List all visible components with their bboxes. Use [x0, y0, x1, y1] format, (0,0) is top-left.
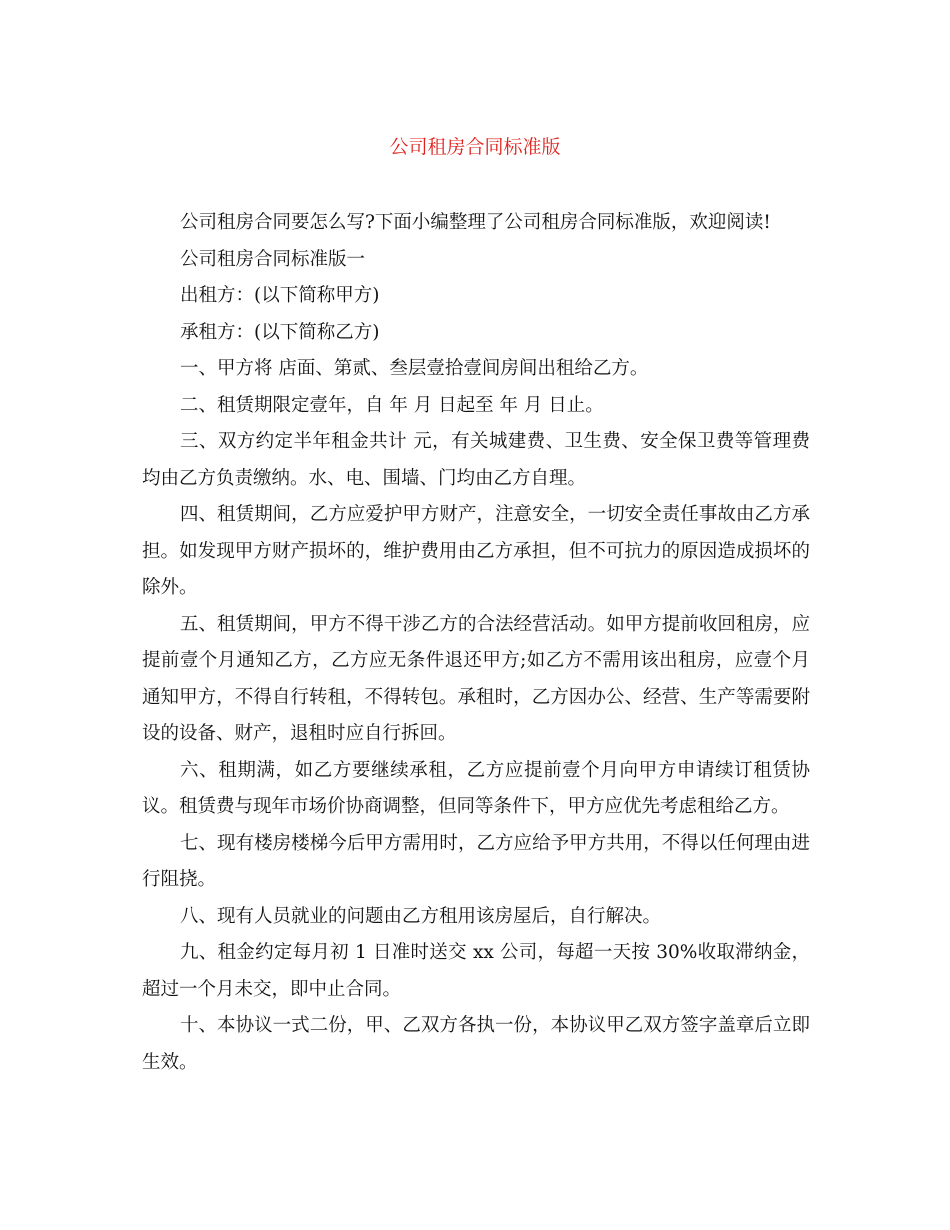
clause-9: 九、租金约定每月初 1 日准时送交 xx 公司，每超一天按 30%收取滞纳金，超过一个月未交，即中止合同。 [142, 942, 810, 1000]
document-title: 公司租房合同标准版 [389, 136, 561, 158]
clause-4: 四、租赁期间，乙方应爱护甲方财产，注意安全，一切安全责任事故由乙方承担。如发现甲方财产损坏的，维护费用由乙方承担，但不可抗力的原因造成损坏的除外。 [142, 504, 810, 598]
clause-6: 六、租期满，如乙方要继续承租，乙方应提前壹个月向甲方申请续订租赁协议。租赁费与现年市场价协商调整，但同等条件下，甲方应优先考虑租给乙方。 [142, 759, 810, 817]
clause-10: 十、本协议一式二份，甲、乙双方各执一份，本协议甲乙双方签字盖章后立即生效。 [142, 1015, 810, 1073]
lessor-line: 出租方：(以下简称甲方) [180, 285, 380, 306]
intro-paragraph: 公司租房合同要怎么写?下面小编整理了公司租房合同标准版，欢迎阅读! [180, 212, 771, 233]
clause-2: 二、租赁期限定壹年，自 年 月 日起至 年 月 日止。 [180, 394, 604, 416]
clause-5: 五、租赁期间，甲方不得干涉乙方的合法经营活动。如甲方提前收回租房，应提前壹个月通知乙方，乙方应无条件退还甲方;如乙方不需用该出租房，应壹个月通知甲方，不得自行转租，不得转包。承租时，乙方因办公、经营、生产等需要附设的设备、财产，退租时应自行拆回。 [142, 613, 810, 744]
clause-1: 一、甲方将 店面、第贰、叁层壹拾壹间房间出租给乙方。 [180, 358, 649, 379]
clause-3: 三、双方约定半年租金共计 元，有关城建费、卫生费、安全保卫费等管理费均由乙方负责缴纳。水、电、围墙、门均由乙方自理。 [142, 431, 810, 489]
lessee-line: 承租方：(以下简称乙方) [180, 321, 380, 343]
clause-8: 八、现有人员就业的问题由乙方租用该房屋后，自行解决。 [180, 905, 662, 927]
clause-7: 七、现有楼房楼梯今后甲方需用时，乙方应给予甲方共用，不得以任何理由进行阻挠。 [142, 832, 810, 890]
section-heading: 公司租房合同标准版一 [180, 248, 366, 270]
document-body [142, 205, 810, 1081]
